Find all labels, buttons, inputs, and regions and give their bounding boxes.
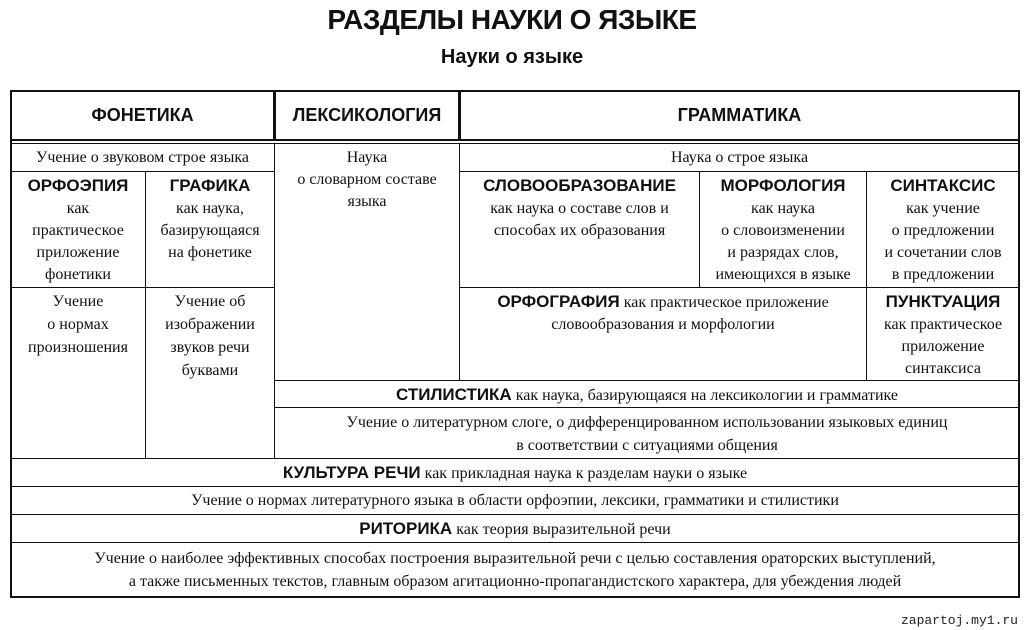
stylistics-line: в соответствии с ситуациями общения (516, 437, 778, 454)
wordformation-name: СЛОВООБРАЗОВАНИЕ (483, 176, 676, 195)
morphology-line: как наука (751, 200, 815, 217)
lexicology-line: языка (347, 193, 387, 210)
morphology-cell (699, 171, 867, 288)
morphology-line: и разрядах слов, (727, 244, 839, 261)
grammar-desc-cell (459, 143, 1020, 172)
stylistics-title (275, 384, 1019, 407)
orthoepy-line: приложение (36, 244, 120, 261)
graphics-study-line: изображении (165, 316, 255, 333)
orthography-line: словообразования и морфологии (551, 316, 775, 333)
rhetoric-name: РИТОРИКА (359, 519, 453, 538)
orthoepy-cell (10, 171, 146, 288)
orthoepy-study-line: произношения (28, 339, 128, 356)
orthoepy-line: практическое (32, 222, 124, 239)
stylistics-rest: как наука, базирующаяся на лексикологии и грамматике (511, 387, 898, 404)
orthoepy-study-cell (10, 287, 146, 459)
syntax-line: о предложении (891, 222, 995, 239)
punctuation-line: синтаксиса (905, 360, 981, 377)
culture-header-cell (10, 458, 1020, 487)
watermark: zapartoj.my1.ru (900, 613, 1018, 628)
graphics-line: как наука, (176, 200, 244, 217)
culture-title (11, 462, 1019, 485)
lexicology-cell (274, 143, 460, 381)
rhetoric-line: а также письменных текстов, главным образом агитационно-пропагандистского характера, для убеждения людей (128, 573, 902, 590)
morphology-line: о словоизменении (721, 222, 845, 239)
punctuation-line: как практическое (883, 316, 1003, 333)
phonetics-desc-cell (10, 143, 275, 172)
culture-rest: как прикладная наука к разделам науки о языке (420, 465, 748, 482)
syntax-line: и сочетании слов (884, 244, 1002, 261)
lexicology-line: Наука (346, 149, 388, 166)
graphics-line: базирующаяся (160, 222, 260, 239)
page-title: РАЗДЕЛЫ НАУКИ О ЯЗЫКЕ (327, 4, 697, 35)
rhetoric-title (11, 518, 1019, 541)
wordformation-line: как наука о составе слов и (490, 200, 669, 217)
stylistics-desc-cell (274, 407, 1020, 459)
rhetoric-line: Учение о наиболее эффективных способах построения выразительной речи с целью составления ораторских выступлений, (94, 550, 936, 567)
lexicology-line: о словарном составе (297, 171, 437, 188)
orthography-rest: как практическое приложение (619, 294, 829, 311)
syntax-line: как учение (906, 200, 980, 217)
orthography-cell (459, 287, 867, 381)
orthoepy-line: фонетики (45, 266, 111, 283)
graphics-study-line: Учение об (174, 293, 246, 310)
orthography-title (460, 291, 866, 314)
punctuation-name: ПУНКТУАЦИЯ (885, 292, 1001, 311)
punctuation-cell (866, 287, 1020, 381)
syntax-name: СИНТАКСИС (890, 176, 996, 195)
page-subtitle: Науки о языке (440, 46, 584, 68)
phonetics-desc: Учение о звуковом строе языка (36, 149, 249, 166)
header-grammar: ГРАММАТИКА (459, 90, 1020, 141)
orthoepy-name: ОРФОЭПИЯ (27, 176, 129, 195)
wordformation-cell (459, 171, 700, 288)
orthography-name: ОРФОГРАФИЯ (497, 292, 620, 311)
orthoepy-study-line: о нормах (47, 316, 109, 333)
graphics-name: ГРАФИКА (169, 176, 251, 195)
culture-name: КУЛЬТУРА РЕЧИ (282, 463, 421, 482)
orthoepy-line: как (66, 200, 90, 217)
graphics-study-line: буквами (181, 362, 239, 379)
rhetoric-desc-cell (10, 542, 1020, 598)
syntax-cell (866, 171, 1020, 288)
orthoepy-study-line: Учение (52, 293, 104, 310)
grammar-desc: Наука о строе языка (670, 149, 809, 166)
graphics-line: на фонетике (168, 244, 252, 261)
graphics-study-line: звуков речи (170, 339, 250, 356)
morphology-line: имеющихся в языке (715, 266, 851, 283)
graphics-study-cell (145, 287, 275, 459)
syntax-line: в предложении (891, 266, 995, 283)
rhetoric-rest: как теория выразительной речи (452, 521, 671, 538)
morphology-name: МОРФОЛОГИЯ (720, 176, 846, 195)
wordformation-line: способах их образования (493, 222, 666, 239)
rhetoric-header-cell (10, 514, 1020, 543)
stylistics-name: СТИЛИСТИКА (395, 385, 512, 404)
stylistics-line: Учение о литературном слоге, о дифференцированном использовании языковых единиц (346, 414, 948, 431)
culture-line: Учение о нормах литературного языка в области орфоэпии, лексики, грамматики и стилистики (191, 492, 839, 509)
header-lexicology: ЛЕКСИКОЛОГИЯ (274, 90, 460, 141)
culture-desc-cell (10, 486, 1020, 515)
stylistics-header-cell (274, 380, 1020, 408)
graphics-cell (145, 171, 275, 288)
header-phonetics: ФОНЕТИКА (10, 90, 275, 141)
punctuation-line: приложение (901, 338, 985, 355)
